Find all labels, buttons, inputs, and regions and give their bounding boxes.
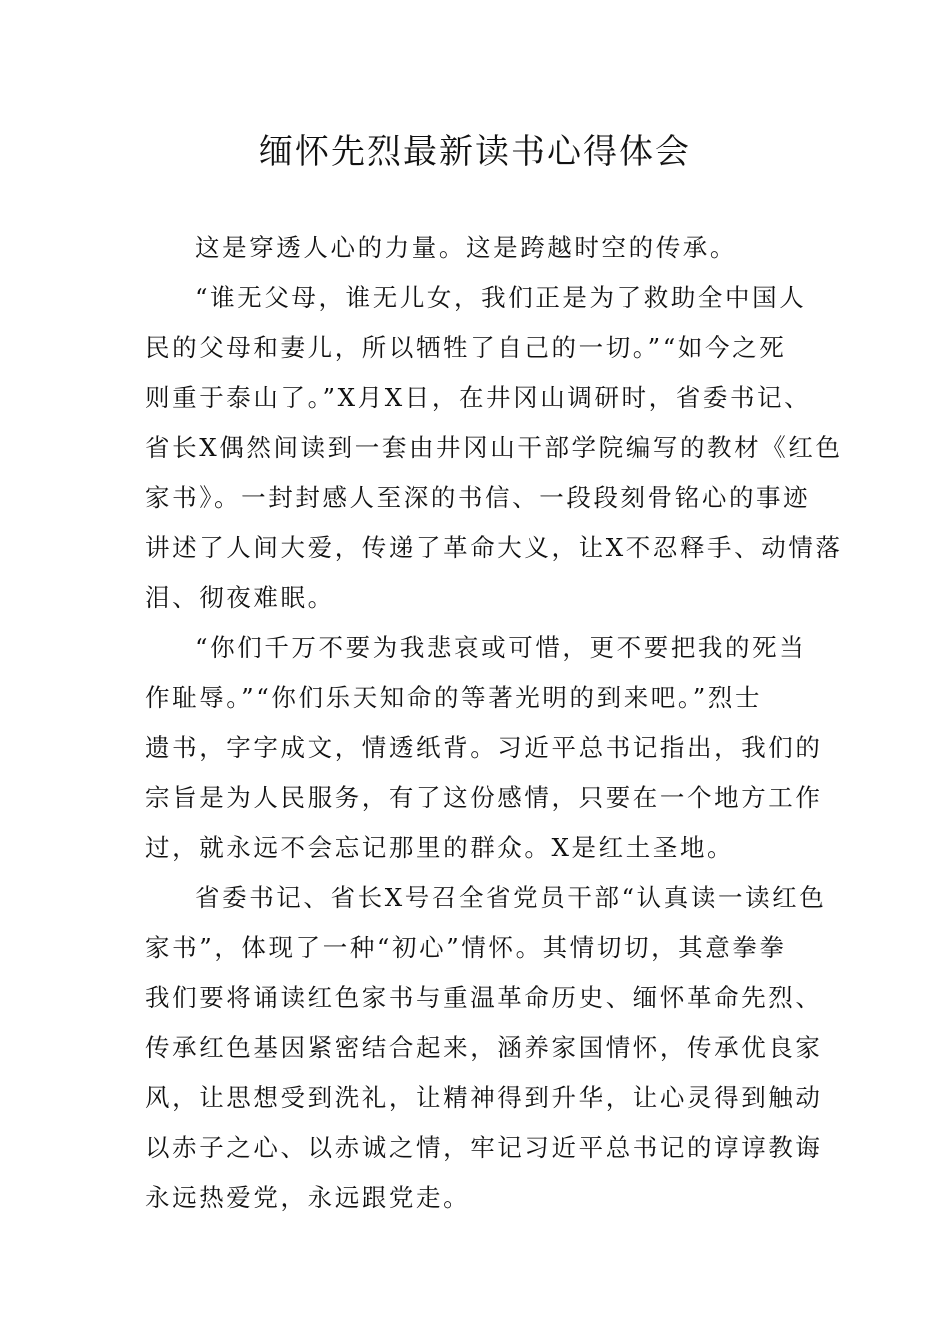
paragraph-line: 民的父母和妻儿，所以牺牲了自己的一切。”“如今之死 — [145, 333, 787, 362]
paragraph-line: 讲述了人间大爱，传递了革命大义，让X不忍释手、动情落 — [145, 533, 843, 562]
paragraph-line: 家书》。一封封感人至深的书信、一段段刻骨铭心的事迹 — [145, 483, 811, 512]
paragraph-line: 我们要将诵读红色家书与重温革命历史、缅怀革命先烈、 — [145, 983, 823, 1012]
paragraph-line: 则重于泰山了。”X月X日，在井冈山调研时，省委书记、 — [145, 383, 812, 412]
paragraph-line: 宗旨是为人民服务，有了这份感情，只要在一个地方工作 — [145, 783, 823, 812]
paragraph-line: 以赤子之心、以赤诚之情，牢记习近平总书记的谆谆教诲 — [145, 1133, 823, 1162]
document-title: 缅怀先烈最新读书心得体会 — [259, 132, 691, 172]
paragraph-line: 永远热爱党，永远跟党走。 — [145, 1183, 471, 1212]
paragraph-line: 家书”，体现了一种“初心”情怀。其情切切，其意拳拳 — [145, 933, 787, 962]
paragraph-line: 省委书记、省长X号召全省党员干部“认真读一读红色 — [195, 883, 827, 912]
paragraph-line: 过，就永远不会忘记那里的群众。X是红土圣地。 — [145, 833, 735, 862]
paragraph-line: “谁无父母，谁无儿女，我们正是为了救助全中国人 — [195, 283, 807, 312]
paragraph-line: 泪、彻夜难眠。 — [145, 583, 335, 612]
paragraph-line: 作耻辱。”“你们乐天知命的等著光明的到来吧。”烈士 — [145, 683, 763, 712]
paragraph-line: “你们千万不要为我悲哀或可惜，更不要把我的死当 — [195, 633, 807, 662]
paragraph-line: 遗书，字字成文，情透纸背。习近平总书记指出，我们的 — [145, 733, 823, 762]
paragraph-line: 这是穿透人心的力量。这是跨越时空的传承。 — [195, 233, 737, 262]
paragraph-line: 风，让思想受到洗礼，让精神得到升华，让心灵得到触动 — [145, 1083, 823, 1112]
paragraph-line: 传承红色基因紧密结合起来，涵养家国情怀，传承优良家 — [145, 1033, 823, 1062]
paragraph-line: 省长X偶然间读到一套由井冈山干部学院编写的教材《红色 — [145, 433, 843, 462]
